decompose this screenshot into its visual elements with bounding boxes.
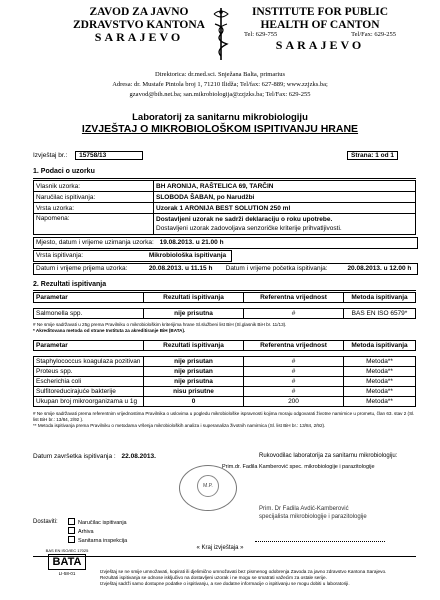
col-result: Rezultati ispitivanja xyxy=(144,293,244,303)
param-cell: Escherichia coli xyxy=(34,377,144,387)
param-cell: Salmonella spp. xyxy=(34,309,144,319)
lab-name: Laboratorij za sanitarnu mikrobiologiju xyxy=(132,112,308,123)
result-cell: 0 xyxy=(144,397,244,407)
col-parameter: Parametar xyxy=(34,293,144,303)
delivery-archive: Arhiva xyxy=(78,529,94,535)
receipt-label: Datum i vrijeme prijema uzorka: xyxy=(36,265,128,272)
receipt-row xyxy=(33,263,418,275)
result-cell: nije prisutan xyxy=(144,357,244,367)
receipt-value: 20.08.2013. u 11.15 h xyxy=(148,265,213,272)
test-type-value: Mikrobiološka ispitivanja xyxy=(148,252,227,259)
table-row xyxy=(34,377,416,387)
header-fax: Tel/Fax: 629-255 xyxy=(351,31,396,38)
completion-date-value: 22.08.2013. xyxy=(121,453,156,460)
col-reference: Referentna vrijednost xyxy=(244,293,344,303)
method-cell: Metoda** xyxy=(344,377,416,387)
client-value: SLOBODA ŠABAN, po Narudžbi xyxy=(154,192,416,203)
note-label: Napomena: xyxy=(34,214,154,235)
owner-value: BH ARONIJA, RAŠTELICA 69, TARČIN xyxy=(154,181,416,192)
legal-line: Izvještaj sadrži samo dostupne podatke o ispitivanju, a sve dodatne informacije o ispitivanju se mogu dobiti u laboratoriji. xyxy=(100,581,350,586)
col-result: Rezultati ispitivanja xyxy=(144,341,244,351)
section-divider xyxy=(33,178,416,179)
param-cell: Sulfitoreducirajuće bakterije xyxy=(34,387,144,397)
director-line: Direktorica: dr.med.sci. Snježana Balta, primarius xyxy=(155,71,285,78)
page-label: Strana: xyxy=(351,152,374,159)
reference-cell: 200 xyxy=(244,397,344,407)
sample-type-value: Uzorak 1 ARONIJA BEST SOLUTION 250 ml xyxy=(154,203,416,214)
start-label: Datum i vrijeme početka ispitivanja: xyxy=(225,265,328,272)
table-row xyxy=(34,203,416,214)
method-cell: Metoda** xyxy=(344,357,416,367)
note-salmonella xyxy=(33,322,418,334)
table-row xyxy=(34,367,416,377)
report-number: 15758/13 xyxy=(75,151,143,160)
test-type-row xyxy=(33,250,232,262)
sample-info-table xyxy=(33,180,416,235)
logo-code: LI-58-01 xyxy=(58,571,76,576)
legal-notice xyxy=(100,569,390,587)
reference-cell: # xyxy=(244,377,344,387)
col-reference: Referentna vrijednost xyxy=(244,341,344,351)
results-table-1 xyxy=(33,292,416,319)
method-cell: BAS EN ISO 6579* xyxy=(344,309,416,319)
report-number-row xyxy=(33,151,143,160)
institution-header xyxy=(0,4,440,74)
reference-cell: # xyxy=(244,357,344,367)
header-english-line3: SARAJEVO xyxy=(275,38,365,52)
note-accreditation: * Akreditovana metoda od strane Instituta za akreditiranje BiH (BATA). xyxy=(33,328,186,333)
end-of-report: « Kraj izvještaja » xyxy=(196,545,244,551)
delivery-label: Dostaviti: xyxy=(33,519,58,525)
report-number-label: Izvještaj br.: xyxy=(33,152,68,159)
section-divider xyxy=(33,290,416,291)
header-local-line2: ZDRAVSTVO KANTONA xyxy=(73,18,205,31)
legal-line: Rezultati ispitivanja se odnose isključivo na dostavljeni uzorak i ne mogu se smatrati važećim za ostale serije. xyxy=(100,575,327,580)
reference-cell: # xyxy=(244,387,344,397)
header-phone: Tel: 629-755 xyxy=(244,31,278,38)
list-item xyxy=(68,536,127,545)
result-cell: nisu prisutne xyxy=(144,387,244,397)
header-english-line2: HEALTH OF CANTON xyxy=(260,18,380,31)
method-cell: Metoda** xyxy=(344,367,416,377)
sampling-row xyxy=(33,237,418,249)
table-row xyxy=(34,181,416,192)
reference-cell: # xyxy=(244,367,344,377)
completion-date xyxy=(33,453,156,460)
note-method: ** Metoda ispitivanja prema Pravilniku o metodama vršenja mikrobioloških analiza i superanaliza životnih namirnica (Sl. list BiH br.: 13/84, 2/92). xyxy=(33,423,326,428)
result-cell: nije prisutna xyxy=(144,377,244,387)
sampling-value: 19.08.2013. u 21.00 h xyxy=(159,239,224,246)
param-cell: Proteus spp. xyxy=(34,367,144,377)
header-english xyxy=(240,6,400,52)
header-local xyxy=(60,6,218,44)
col-parameter: Parametar xyxy=(34,341,144,351)
list-item xyxy=(68,518,127,527)
note-text: # Ne smije sadržavati u 25g prema Pravilniku o mikrobiološkim kriterijima hrane Sl.službeni list BiH (Sl.glasnik BiH br. 11/13). xyxy=(33,322,287,327)
caduceus-emblem-icon xyxy=(210,6,232,62)
results-table-2 xyxy=(33,340,416,407)
col-method: Metoda ispitivanja xyxy=(344,293,416,303)
table-row xyxy=(34,397,416,407)
delivery-inspection: Sanitarna inspekcija xyxy=(78,538,128,544)
note-references xyxy=(33,411,418,429)
completion-date-label: Datum završetka ispitivanja : xyxy=(33,453,116,460)
checkbox-icon xyxy=(68,518,75,525)
section-sample-heading: 1. Podaci o uzorku xyxy=(33,168,95,175)
test-type-label: Vrsta ispitivanja: xyxy=(36,252,84,259)
table-row xyxy=(34,357,416,367)
result-cell: nije prisutna xyxy=(144,309,244,319)
delivery-list xyxy=(68,518,127,545)
lab-head-label: Rukovodilac laboratorija za sanitarnu mikrobiologiju: xyxy=(259,453,398,459)
table-row xyxy=(34,214,416,235)
table-row xyxy=(34,192,416,203)
reference-cell: # xyxy=(244,309,344,319)
note-value-2: Dostavljeni uzorak zadovoljava senzoričke kriterije prihvatljivosti. xyxy=(156,225,342,232)
method-cell: Metoda** xyxy=(344,387,416,397)
logo-mark: BATA xyxy=(48,554,86,570)
owner-label: Vlasnik uzorka: xyxy=(34,181,154,192)
param-cell: Staphylococcus koagulaza pozitivan xyxy=(34,357,144,367)
header-local-line3: SARAJEVO xyxy=(94,30,184,44)
signature-line xyxy=(255,541,385,542)
lab-head-name: Prim.dr. Fadila Kamberović spec. mikrobiologije i parazitologije xyxy=(222,464,375,470)
header-english-line1: INSTITUTE FOR PUBLIC xyxy=(251,6,389,18)
stamp-emblem-icon: M.P. xyxy=(197,475,219,497)
start-value: 20.08.2013. u 12.00 h xyxy=(347,265,412,272)
bata-accreditation-logo xyxy=(40,548,94,596)
sample-type-label: Vrsta uzorka: xyxy=(34,203,154,214)
table-row xyxy=(34,309,416,319)
list-item xyxy=(68,527,127,536)
col-method: Metoda ispitivanja xyxy=(344,341,416,351)
table-row xyxy=(34,387,416,397)
page-value: 1 od 1 xyxy=(375,152,395,159)
checkbox-icon xyxy=(68,527,75,534)
checkbox-icon xyxy=(68,536,75,543)
report-title xyxy=(0,112,440,135)
param-cell: Ukupan broj mikroorganizama u 1g xyxy=(34,397,144,407)
page-indicator xyxy=(347,151,398,160)
table-header-row xyxy=(34,293,416,303)
email-line: gzavod@bih.net.ba; san.mikrobiologija@zzjzks.ba; Tel/Fax: 629-255 xyxy=(129,91,311,98)
note-value: Dostavljeni uzorak ne sadrži deklaraciju o roku upotrebe. xyxy=(156,216,333,223)
table-header-row xyxy=(34,341,416,351)
result-cell: nije prisutan xyxy=(144,367,244,377)
method-cell: Metoda** xyxy=(344,397,416,407)
sampling-label: Mjesto, datum i vrijeme uzimanja uzorka: xyxy=(36,239,154,246)
section-results-heading: 2. Rezultati ispitivanja xyxy=(33,281,107,288)
signature-stamp: Prim. Dr Fadila Avdić-Kamberović specijalista mikrobiologije i parazitologije xyxy=(259,506,367,520)
note-text: # Ne smije sadržavati prema referentnim vrijednostima Pravilnika o uslovima u pogledu mikrobiološke ispravnosti kojima moraju odgovarati životne namirnice u prometu, član 63. stav 2 (Sl. list BiH br.: 13/84, 2/92 ). xyxy=(33,411,415,422)
report-heading: IZVJEŠTAJ O MIKROBIOLOŠKOM ISPITIVANJU HRANE xyxy=(81,123,359,135)
contact-block xyxy=(0,70,440,100)
header-local-line1: ZAVOD ZA JAVNO xyxy=(89,6,189,18)
address-line: Adresa: dr. Mustafe Pintola broj 1, 71210 Ilidža; Tel/fax: 627-889; www.zzjzks.ba; xyxy=(112,81,328,88)
logo-standard: BAS EN ISO/IEC 17025 xyxy=(45,548,89,553)
legal-line: Izvještaj se ne smije umnožavati, kopirati ili djelimično umnožavati bez pismenog odobrenja Zavoda za javno zdravstvo Kantona Sarajevo. xyxy=(100,569,387,574)
delivery-client: Naručilac ispitivanja xyxy=(78,520,127,526)
client-label: Naručilac ispitivanja: xyxy=(34,192,154,203)
